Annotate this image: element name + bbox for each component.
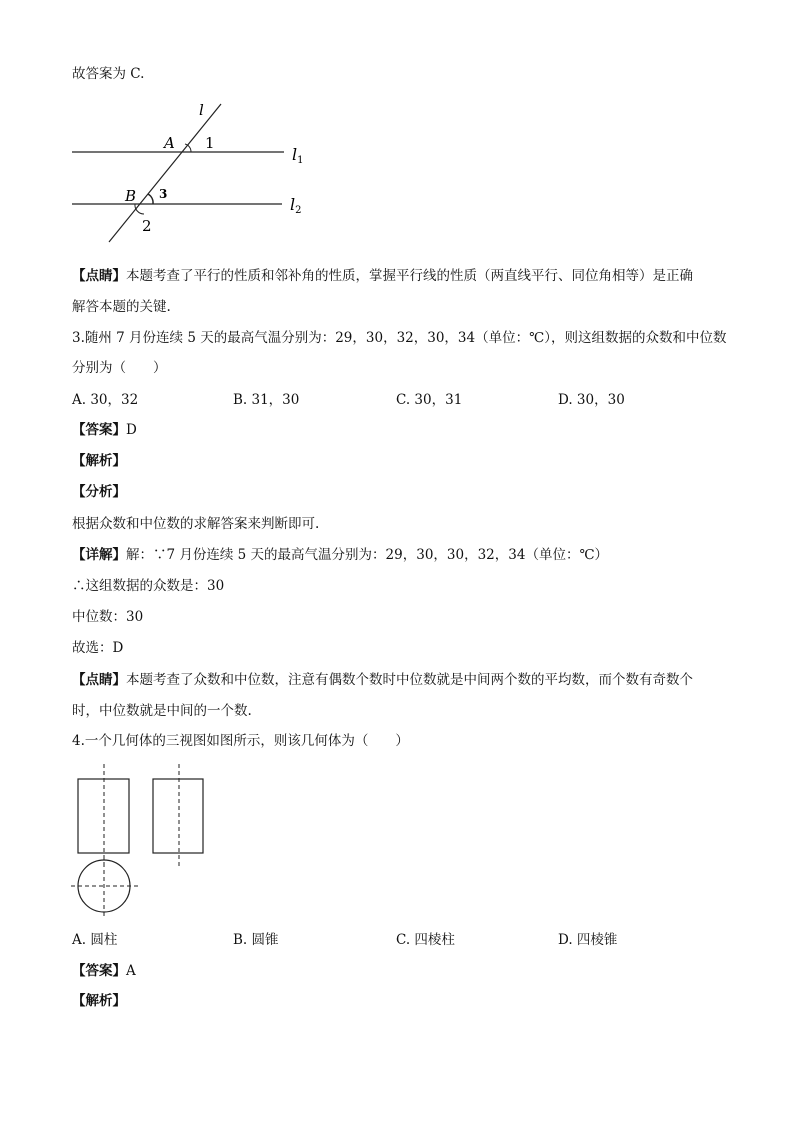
label-l1: l1 <box>292 145 304 166</box>
q4-stem: 4.一个几何体的三视图如图所示，则该几何体为（ ） <box>72 733 409 749</box>
q3-option-c: C. 30，31 <box>396 392 463 408</box>
comment-tag: 【点睛】 <box>72 672 126 688</box>
q2-comment-line2: 解答本题的关键. <box>72 299 171 315</box>
q3-mode-line: ∴这组数据的众数是：30 <box>72 578 225 594</box>
q4-answer <box>72 961 136 981</box>
answer-value: D <box>126 422 137 438</box>
label-A: A <box>164 134 175 152</box>
side-view-rect <box>153 779 203 853</box>
label-1: 1 <box>205 134 215 152</box>
answer-tag: 【答案】 <box>72 422 126 438</box>
label-l2: l2 <box>290 195 302 216</box>
answer-value: A <box>126 963 136 979</box>
q3-fenxi-text: 根据众数和中位数的求解答案来判断即可. <box>72 516 320 532</box>
comment-text: 本题考查了众数和中位数，注意有偶数个数时中位数就是中间两个数的平均数，而个数有奇数个 <box>126 672 693 688</box>
q3-option-b: B. 31，30 <box>233 392 300 408</box>
q3-analysis-tag: 【解析】 <box>72 453 126 469</box>
q3-median-line: 中位数：30 <box>72 609 144 625</box>
answer-tag: 【答案】 <box>72 963 126 979</box>
comment-text: 本题考查了平行的性质和邻补角的性质，掌握平行线的性质（两直线平行、同位角相等）是正确 <box>126 268 693 284</box>
q4-option-b: B. 圆锥 <box>233 932 279 948</box>
q4-option-d: D. 四棱锥 <box>558 932 618 948</box>
answer-conclusion: 故答案为 C. <box>72 66 145 82</box>
detail-tag: 【详解】 <box>72 547 126 563</box>
label-l: l <box>199 101 204 119</box>
label-2: 2 <box>142 217 152 235</box>
q3-option-a: A. 30，32 <box>72 392 139 408</box>
label-B: B <box>125 187 137 205</box>
q3-option-d: D. 30，30 <box>558 392 625 408</box>
q4-analysis-tag: 【解析】 <box>72 993 126 1009</box>
q3-stem-line2: 分别为（ ） <box>72 360 167 376</box>
detail-text: 解：∵7 月份连续 5 天的最高气温分别为：29，30，30，32，34（单位：℃） <box>126 547 609 563</box>
comment-tag: 【点睛】 <box>72 268 126 284</box>
q4-option-c: C. 四棱柱 <box>396 932 455 948</box>
label-3: 3 <box>159 187 168 201</box>
q3-choose-line: 故选：D <box>72 640 124 656</box>
q3-comment-line2: 时，中位数就是中间的一个数. <box>72 703 252 719</box>
q3-stem-line1: 3.随州 7 月份连续 5 天的最高气温分别为：29，30，32，30，34（单位：℃），则这组数据的众数和中位数 <box>72 330 727 346</box>
q4-option-a: A. 圆柱 <box>72 932 118 948</box>
q3-fenxi-tag: 【分析】 <box>72 484 126 500</box>
